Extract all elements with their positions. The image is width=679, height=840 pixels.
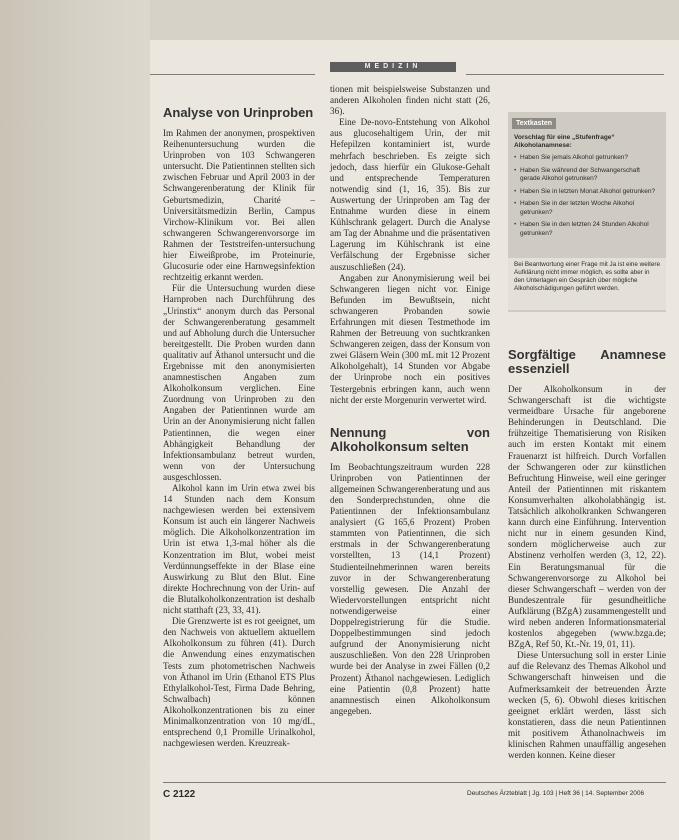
section-label: MEDIZIN <box>330 62 456 72</box>
header-rule-left <box>150 74 315 75</box>
page-shadow <box>0 0 150 840</box>
paragraph: Der Alkoholkonsum in der Schwangerschaft ist die wichtigste vermeidbare Ursache für angeborene Behinderungen in Deutschland. Die frühzeitige Thematisierung von Risiken auch im ersten Kontakt mit einem Frauenarzt ist hilfreich. Durch Vorfallen der Schwangeren oder zur künstlichen Befruchtung Hinweise, weil eine geringer Anteil der Patientinnen mit riskantem Konsumverhalten alkoholabhängig ist. Tatsächlich alkoholkranken Schwangeren kann durch eine Einführung. Intervention nicht nur in einem gesunden Kind, sondern möglicherweise auch zur Abstinenz verholfen werden (3, 12, 22). Ein Beratungsmanual für die Schwangerenvorsorge zu Alkohol bei dieser Schwangerschaft – werden von der Bundeszentrale für gesundheitliche Aufklärung (BZgA) zusammengestellt und wird neben anderen Informationsmaterial kostenlos abgegeben (www.bzga.de; BZgA, Ref 50, Kt.-Nr. 19, 01, 11). <box>508 384 666 650</box>
heading-nennung: Nennung von Alkoholkonsum selten <box>330 424 490 454</box>
info-box-title: Vorschlag für eine „Stufenfrage“ Alkoholanamnese: <box>514 134 615 149</box>
paragraph: Im Rahmen der anonymen, prospektiven Reihenuntersuchung wurden die Urinproben von 103 Schwangeren untersucht. Die Patientinnen stellten sich zwischen Februar und April 2003 in der Schwangerenberatung der Klinik für Geburtsmedizin, Charité – Universitätsmedizin Berlin, Campus Virchow-Klinikum vor. Bei allen schwangeren Schwangerenvorsorge im Rahmen der Teststreifen-untersuchung hier Eiweißprobe, im Proteinurie, Glucosurie oder eine Harnwegsinfektion rechtzeitig erkannt werden. <box>163 128 315 283</box>
info-box-tag: Textkasten <box>512 118 556 129</box>
list-item: • Haben Sie in der letzten Woche Alkohol getrunken? <box>514 200 660 217</box>
paragraph: Diese Untersuchung soll in erster Linie auf die Relevanz des Themas Alkohol und Schwangerschaft hinweisen und die Aufmerksamkeit der betreuenden Ärzte wecken (5, 6). Obwohl dieses kritischen geeignet erklärt werden, lässt sich konstatieren, dass die neun Patientinnen mit positivem Äthanolnachweis im klinischen Rahmen unauffällig angesehen werden konnen. Keine dieser <box>508 650 666 761</box>
paragraph: Im Beobachtungszeitraum wurden 228 Urinproben von Patientinnen der allgemeinen Schwangerenberatung und aus den Sonderprechstunden, ohne die Patientinnen der Infektionsambulanz analysiert (G 165,6 Prozent) Proben stammten von Patientinnen, die sich erstmals in der Schwangerenberatung vorstellten, 13 (14,1 Prozent) Studienteilnehmerinnen waren bereits zuvor in der Schwangerenberatung vorstellig gewesen. Die Anzahl der Wiedervorstellungen entspricht nicht notwendigerweise einer Doppelregistrierung für die Studie. Doppelbestimmungen sind jedoch aufgrund der Anonymisierung nicht auszuschließen. Von den 228 Urinproben wurde bei der Analyse in zwei Fällen (0,2 Prozent) Äthanol nachgewiesen. Lediglich eine Patientin (0,8 Prozent) hatte anamnestisch einen Alkoholkonsum angegeben. <box>330 461 490 716</box>
paragraph: Alkohol kann im Urin etwa zwei bis 14 Stunden nach dem Konsum nachgewiesen werden bei extensivem Konsum ist auch ein längerer Nachweis möglich. Die Alkoholkonzentration im Urin ist etwa 1,3-mal höher als die Konzentration im Blut, wobei meist Verdünnungseffekte in der Blase eine Auswirkung zu Blut den Blut. Eine direkte Hochrechnung von der Urin- auf die Blutalkoholkonzentration ist deshalb nicht statthaft (23, 33, 41). <box>163 483 315 616</box>
journal-citation: Deutsches Ärzteblatt | Jg. 103 | Heft 36 | 14. September 2006 <box>467 790 645 797</box>
footer-rule <box>163 782 666 783</box>
column-1 <box>163 106 315 749</box>
heading-urinproben: Analyse von Urinproben <box>163 105 314 120</box>
list-item: • Haben Sie während der Schwangerschaft gerade Alkohol getrunken? <box>514 167 660 184</box>
column-2 <box>330 84 490 717</box>
info-box-footnote: Bei Beantwortung einer Frage mit Ja ist eine weitere Aufklärung nicht immer möglich, es sollte aber in den Unterlagen ein Gespräch über mögliche Alkoholschädigungen geführt werden. <box>508 258 666 310</box>
paragraph: Eine De-novo-Entstehung von Alkohol aus glucosehaltigem Urin, der mit Hefepilzen kontaminiert ist, wurde mehrfach beschrieben. Es zeigte sich jedoch, dass hierfür ein Glukose-Gehalt und entsprechende Temperaturen notwendig sind (1, 16, 35). Bis zur Auswertung der Urinproben am Tag der Entnahme wurden diese in einem Kühlschrank gelagert. Durch die Analyse am Tag der Abnahme und die präsentativen Lagerung im Kühlschrank ist eine Verfälschung der Ergebnisse sicher auszuschließen (24). <box>330 117 490 272</box>
page-number: C 2122 <box>163 789 196 800</box>
info-box <box>508 112 666 312</box>
list-item: • Haben Sie jemals Alkohol getrunken? <box>514 154 660 163</box>
paragraph: Angaben zur Anonymisierung weil bei Schwangeren liegen nicht vor. Einige Befunden im Bewußtsein, nicht schwangeren Probanden sowie Erfahrungen mit diesen Testmethode im Rahmen der Betreuung von suchtkranken Schwangeren zeigen, dass der Konsum von zwei Gläsern Wein (300 mL mit 12 Prozent Alkoholgehalt), 14 Stunden vor Abgabe der Urinprobe noch ein positives Testergebnis erbringen kann, auch wenn nicht der erste Morgenurin verwertet wird. <box>330 272 490 405</box>
header-rule-right <box>466 74 664 75</box>
list-item: • Haben Sie in den letzten 24 Stunden Alkohol getrunken? <box>514 221 660 238</box>
list-item: • Haben Sie in letzten Monat Alkohol getrunken? <box>514 188 660 197</box>
paragraph: Für die Untersuchung wurden diese Harnproben nach Durchführung des „Urinstix“ anonym durch das Personal der Schwangerenberatung gesammelt und auf Abholung durch die Untersucher bereitgestellt. Die Proben wurden dann qualitativ auf Äthanol untersucht und die Ergebnisse mit den anonymisierten anamnestischen Angaben zum Alkoholkonsum verglichen. Eine Zuordnung von Urinproben zu den Angaben der Patientinnen wurde am Urin an der Anonymisierung nicht fallen Patientinnen, die wegen einer Abhängigkeit Behandlung der Infektionsambulanz betreut wurden, wenn von der Untersuchung ausgeschlossen. <box>163 283 315 482</box>
column-3 <box>508 348 666 761</box>
heading-anamnese: Sorgfältige Anamnese essenziell <box>508 347 666 376</box>
question-list <box>508 154 666 238</box>
paragraph: tionen mit beispielsweise Substanzen und anderen Alkoholen finden nicht statt (26, 36). <box>330 84 490 117</box>
paragraph: Die Grenzwerte ist es rot geeignet, um den Nachweis von aktuellem aktuellem Alkoholkonsum zu führen (41). Durch die Anwendung eines enzymatischen Tests zum photometrischen Nachweis von Äthanol im Urin (Ethanol ETS Plus Ethylalkohol-Test, Firma Dade Behring, Schwalbach) können Alkoholkonzentrationen bis zu einer Minimalkonzentration von 10 mg/dL, entsprechend 0,1 Promille Urinalkohol, nachgewiesen werden. Kreuzreak- <box>163 616 315 749</box>
